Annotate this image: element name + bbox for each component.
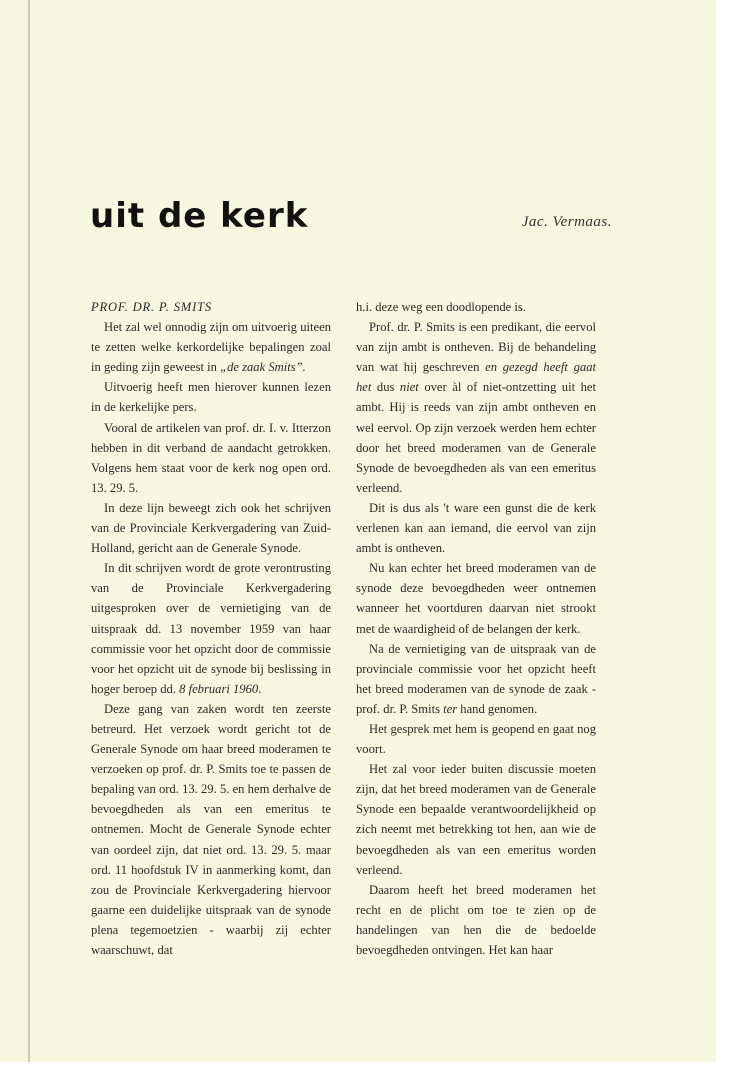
paragraph-text: Prof. dr. P. Smits is een predikant, die eervol van zijn ambt is ontheven. Bij de behandeling van wat hij geschreven xyxy=(356,320,596,375)
page-header xyxy=(90,196,610,246)
paragraph-italic: en gezegd heeft gaat het xyxy=(356,360,596,395)
paragraph-text: over àl of niet-ontzetting uit het ambt. Hij is reeds van zijn ambt ontheven en wel eervol. Op zijn verzoek werden hem echter door het breed moderamen van de Generale Synode de bevoegdheden als van een emeritus verleend. xyxy=(356,380,596,495)
page-edge-left xyxy=(28,0,30,1068)
paragraph-text: . xyxy=(258,681,262,696)
author-name: Jac. Vermaas. xyxy=(521,214,612,230)
paragraph-italic: „de zaak Smits”. xyxy=(220,360,306,375)
paragraph xyxy=(356,317,596,498)
paragraph: Het zal voor ieder buiten discussie moeten zijn, dat het breed moderamen van de Generale Synode een bepaalde verantwoordelijkheid op zich neemt met betrekking tot hen, aan wie de bevoegdheden als van een emeritus worden verleend. xyxy=(356,762,596,877)
paragraph: Daarom heeft het breed moderamen het recht en de plicht om toe te zien op de handelingen van hen die de bedoelde bevoegdheden ontvingen. Het kan haar xyxy=(356,882,596,957)
paragraph-italic: niet xyxy=(399,380,419,395)
paragraph-text: Het zal wel onnodig zijn om uitvoerig uiteen te zetten welke kerkordelijke bepalingen zoal in geding zijn geweest in xyxy=(91,320,331,375)
paragraph: h.i. deze weg een doodlopende is. xyxy=(356,300,526,314)
paragraph-text: hand genomen. xyxy=(457,701,538,716)
paragraph: Het gesprek met hem is geopend en gaat nog voort. xyxy=(356,721,596,757)
paragraph-text: Na de vernietiging van de uitspraak van de provinciale commissie voor het opzicht heeft het breed moderamen van de synode de zaak - prof. dr. P. Smits xyxy=(356,641,596,716)
paragraph-text: dus xyxy=(371,380,400,395)
paragraph: Uitvoerig heeft men hierover kunnen lezen in de kerkelijke pers. xyxy=(91,380,331,415)
paragraph-italic: ter xyxy=(443,701,458,716)
paragraph xyxy=(91,558,331,699)
paragraph: In deze lijn beweegt zich ook het schrijven van de Provinciale Kerkvergadering van Zuid-Holland, gericht aan de Generale Synode. xyxy=(91,500,331,556)
section-title: uit de kerk xyxy=(90,196,309,236)
paragraph: Nu kan echter het breed moderamen van de synode deze bevoegdheden weer ontnemen wanneer het voortduren daarvan niet strookt met de waardigheid of de belangen der kerk. xyxy=(356,561,596,636)
article-column-left xyxy=(91,297,331,960)
paragraph: Dit is dus als 't ware een gunst die de kerk verlenen kan aan iemand, die eervol van zijn ambt is ontheven. xyxy=(356,500,596,556)
page-edge-bottom xyxy=(0,1062,738,1068)
paragraph xyxy=(91,317,331,377)
article-column-right xyxy=(356,297,596,960)
paragraph-italic: 8 februari 1960 xyxy=(179,681,259,696)
paragraph: Vooral de artikelen van prof. dr. I. v. Itterzon hebben in dit verband de aandacht getrokken. Volgens hem staat voor de kerk nog open ord. 13. 29. 5. xyxy=(91,420,331,495)
page-edge-right xyxy=(716,0,738,1068)
paragraph: Deze gang van zaken wordt ten zeerste betreurd. Het verzoek wordt gericht tot de Generale Synode om haar breed moderamen te verzoeken op prof. dr. P. Smits toe te passen de bepaling van ord. 13. 29. 5. en hem derhalve de bevoegdheden als van een emeritus te ontnemen. Mocht de Generale Synode echter van oordeel zijn, dat niet ord. 13. 29. 5. maar ord. 11 hoofdstuk IV in aanmerking komt, dan zou de Provinciale Kerkvergadering hiervoor gaarne een duidelijke uitspraak van de synode plena tegemoetzien - waarbij zij echter waarschuwt, dat xyxy=(91,701,331,957)
paragraph-text: In dit schrijven wordt de grote verontrusting van de Provinciale Kerkvergadering uitgesproken over de vernietiging van de uitspraak dd. 13 november 1959 van haar commissie voor het opzicht door de commissie voor het opzicht uit de synode bij beslissing in hoger beroep dd. xyxy=(91,561,331,696)
paragraph xyxy=(356,639,596,719)
article-heading: PROF. DR. P. SMITS xyxy=(91,300,212,314)
